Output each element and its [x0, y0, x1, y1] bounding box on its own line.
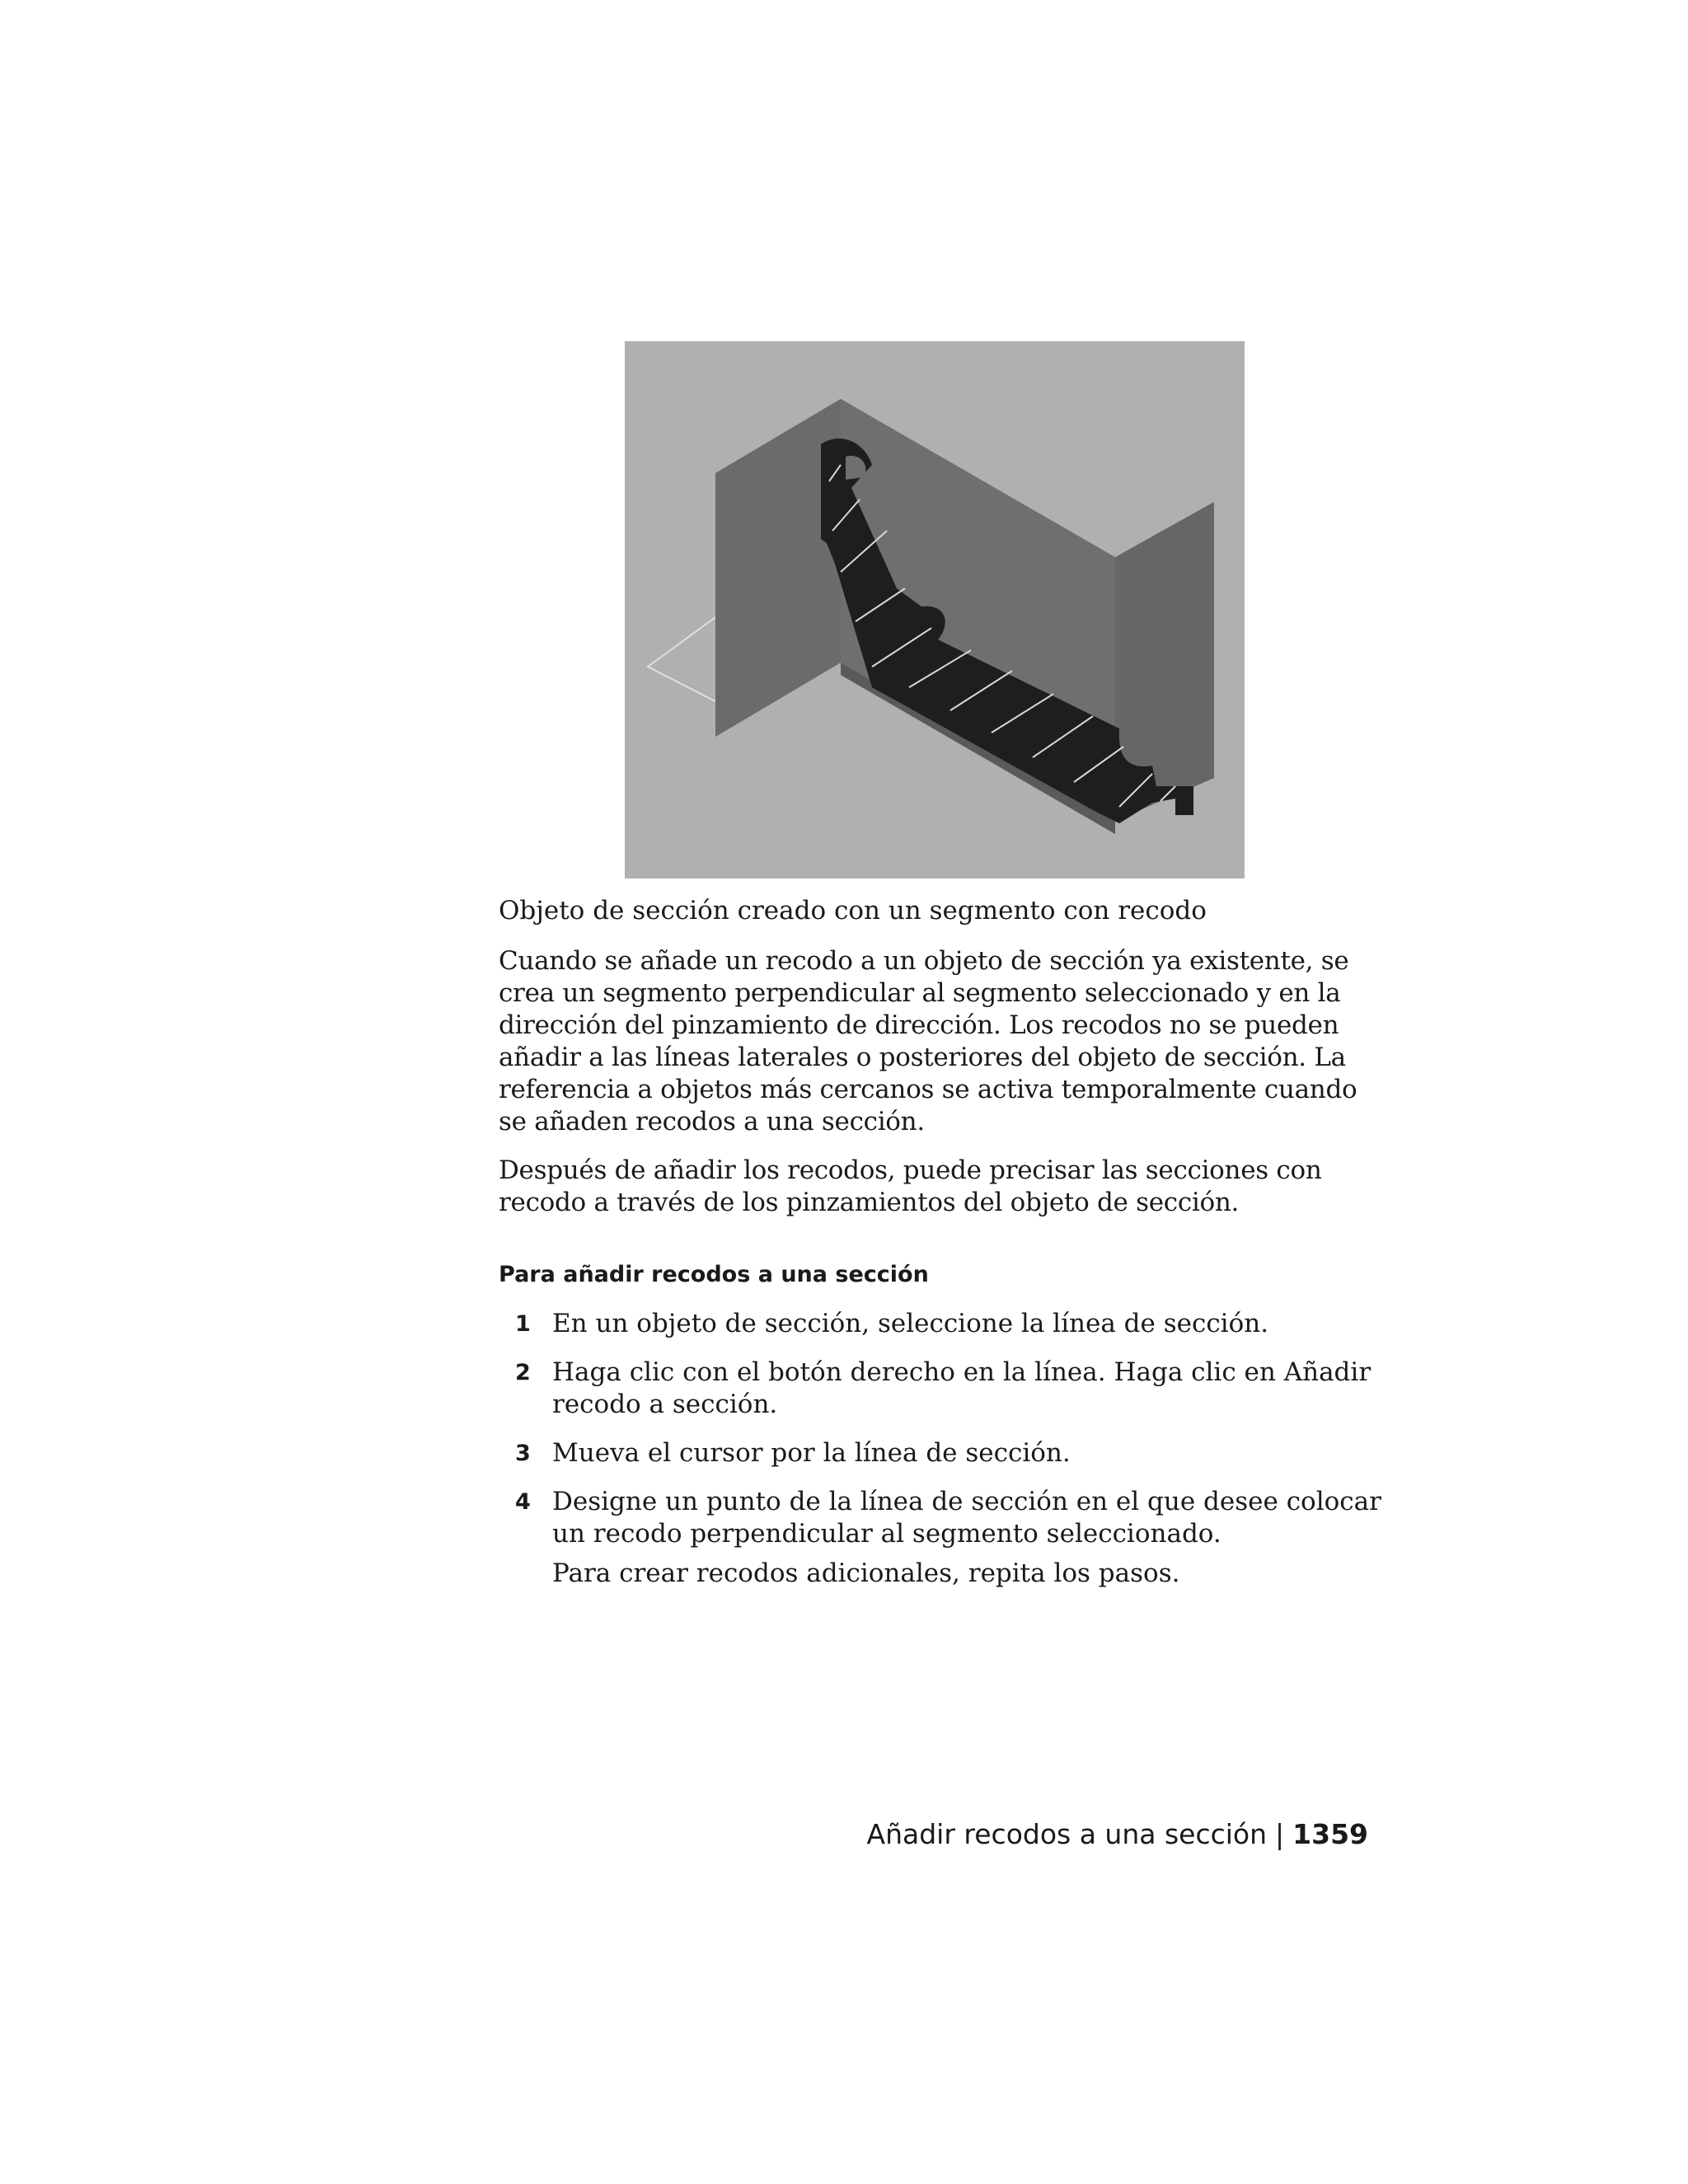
step-text: Designe un punto de la línea de sección en el que desee colocar un recodo perpendicular al segmento seleccionado.: [552, 1487, 1381, 1549]
procedure-steps: [499, 1308, 1389, 1590]
step-text: En un objeto de sección, seleccione la línea de sección.: [552, 1309, 1269, 1338]
figure-caption: Objeto de sección creado con un segmento con recodo: [499, 896, 1207, 926]
footer-separator: |: [1275, 1818, 1285, 1850]
footer-title: Añadir recodos a una sección: [866, 1818, 1268, 1850]
body-paragraph: Después de añadir los recodos, puede precisar las secciones con recodo a través de los pinzamientos del objeto de sección.: [499, 1155, 1322, 1217]
step-number: 2: [515, 1360, 531, 1385]
procedure-step: [499, 1437, 1389, 1469]
page-content: [499, 895, 1389, 1606]
jogged-section-illustration: [625, 341, 1245, 879]
step-note: Para crear recodos adicionales, repita los pasos.: [552, 1558, 1180, 1588]
procedure-step: [499, 1486, 1389, 1590]
step-text: Mueva el cursor por la línea de sección.: [552, 1438, 1071, 1468]
page-number: 1359: [1292, 1818, 1368, 1850]
section-plane-outline: [648, 617, 715, 701]
step-number: 4: [515, 1489, 531, 1515]
section-object-figure: [625, 341, 1245, 879]
body-paragraph: Cuando se añade un recodo a un objeto de sección ya existente, se crea un segmento perpendicular al segmento seleccionado y en la dirección del pinzamiento de dirección. Los recodos no se pueden añadir a las líneas laterales o posteriores del objeto de sección. La referencia a objetos más cercanos se activa temporalmente cuando se añaden recodos a una sección.: [499, 946, 1357, 1137]
step-number: 3: [515, 1441, 531, 1466]
procedure-step: [499, 1308, 1389, 1340]
step-number: 1: [515, 1311, 531, 1337]
page-footer: [867, 1818, 1368, 1851]
step-text: Haga clic con el botón derecho en la línea. Haga clic en Añadir recodo a sección.: [552, 1357, 1372, 1419]
procedure-step: [499, 1357, 1389, 1421]
procedure-heading: Para añadir recodos a una sección: [499, 1262, 929, 1287]
